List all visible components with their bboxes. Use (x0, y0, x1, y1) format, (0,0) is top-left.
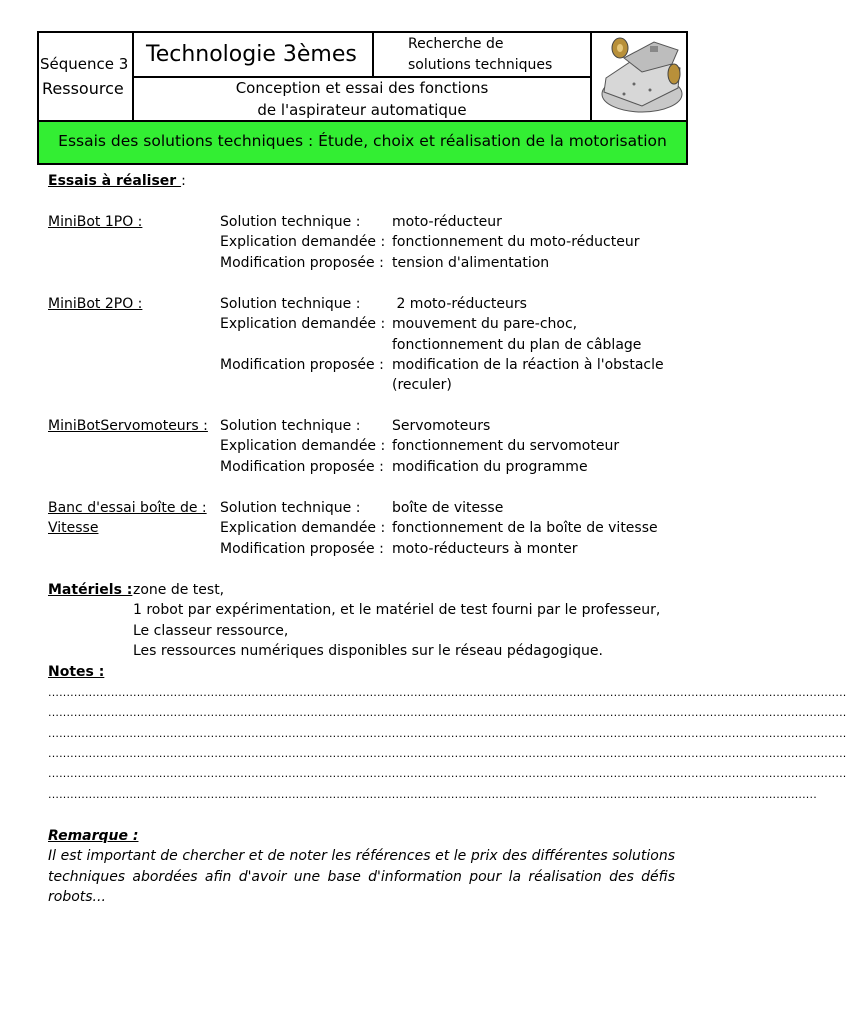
materiels-label: Matériels : (48, 582, 133, 598)
row-label: Modification proposée : (220, 459, 384, 475)
robot-illustration (594, 34, 686, 118)
resource-label: Ressource (42, 79, 124, 98)
remarque-label: Remarque : (48, 828, 139, 844)
row-value: tension d'alimentation (392, 255, 550, 271)
row-label: Modification proposée : (220, 541, 384, 557)
row-label: Explication demandée : (220, 520, 386, 536)
research-line-2: solutions techniques (408, 57, 553, 73)
test-name-minibot-servomoteurs: MiniBotServomoteurs : (48, 418, 208, 434)
materiels-line: Les ressources numériques disponibles sur le réseau pédagogique. (133, 643, 603, 659)
row-value: (reculer) (392, 377, 452, 393)
notes-dotted-line: ........................................................................................................................................................................................................................ (48, 706, 846, 719)
row-value: fonctionnement de la boîte de vitesse (392, 520, 658, 536)
row-label: Modification proposée : (220, 255, 384, 271)
sequence-label: Séquence 3 (40, 55, 129, 73)
row-value: boîte de vitesse (392, 500, 504, 516)
row-value: moto-réducteurs à monter (392, 541, 578, 557)
notes-dotted-line: ........................................................................................................................................................................................................................ (48, 727, 846, 740)
notes-dotted-line: ........................................................................................................................................................................................................................ (48, 686, 846, 699)
banner-text: Essais des solutions techniques : Étude, choix et réalisation de la motorisation (58, 132, 667, 150)
essais-heading-label: Essais à réaliser (48, 173, 182, 189)
robot-vacuum-icon (594, 34, 686, 118)
row-value: fonctionnement du moto-réducteur (392, 234, 640, 250)
subject-line-1: Conception et essai des fonctions (235, 79, 489, 97)
subject-line-2: de l'aspirateur automatique (257, 101, 467, 119)
header-divider (372, 31, 374, 77)
row-label: Explication demandée : (220, 438, 386, 454)
row-label: Solution technique : (220, 500, 361, 516)
materiels-line: zone de test, (133, 582, 225, 598)
notes-dotted-line: ........................................................................................................................................................................................................................ (48, 747, 846, 760)
row-value: Servomoteurs (392, 418, 491, 434)
notes-dotted-line: ................................................................................................................................................................................................................ (48, 788, 817, 801)
row-value: modification du programme (392, 459, 588, 475)
row-label: Solution technique : (220, 418, 361, 434)
test-name-banc-essai: Banc d'essai boîte de : (48, 500, 207, 516)
row-value: fonctionnement du plan de câblage (392, 337, 642, 353)
test-name-banc-essai-line2: Vitesse (48, 520, 99, 536)
row-value: fonctionnement du servomoteur (392, 438, 620, 454)
row-label: Modification proposée : (220, 357, 384, 373)
test-name-minibot-1po: MiniBot 1PO : (48, 214, 143, 230)
row-value: 2 moto-réducteurs (392, 296, 527, 312)
essais-heading (48, 173, 186, 189)
row-label: Explication demandée : (220, 316, 386, 332)
row-value: moto-réducteur (392, 214, 502, 230)
notes-dotted-line: ........................................................................................................................................................................................................................ (48, 767, 846, 780)
row-value: modification de la réaction à l'obstacle (392, 357, 664, 373)
materiels-line: Le classeur ressource, (133, 623, 289, 639)
notes-label: Notes : (48, 664, 105, 680)
row-value: mouvement du pare-choc, (392, 316, 578, 332)
row-label: Solution technique : (220, 214, 361, 230)
row-label: Explication demandée : (220, 234, 386, 250)
header-divider (132, 76, 592, 78)
row-label: Solution technique : (220, 296, 361, 312)
materiels-line: 1 robot par expérimentation, et le matériel de test fourni par le professeur, (133, 602, 661, 618)
page-title: Technologie 3èmes (146, 42, 357, 67)
remarque-text: Il est important de chercher et de noter les références et le prix des différentes solutions techniques abordées afin d'avoir une base d'information pour la réalisation des défis robots... (48, 848, 675, 905)
research-line-1: Recherche de (408, 36, 504, 52)
test-name-minibot-2po: MiniBot 2PO : (48, 296, 143, 312)
essais-heading-colon: : (181, 173, 186, 189)
